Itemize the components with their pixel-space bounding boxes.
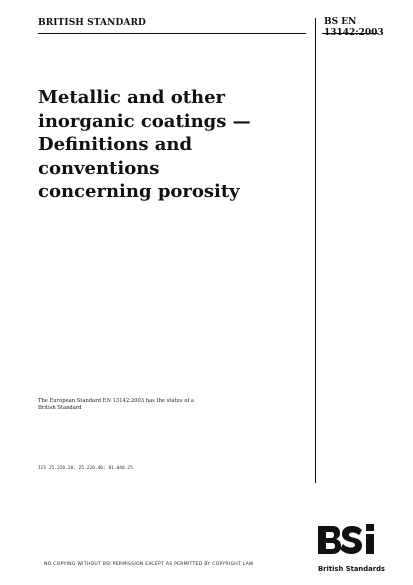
header-rule-right <box>322 33 378 34</box>
document-title <box>38 86 308 204</box>
status-statement <box>38 398 268 412</box>
title-line: concerning porosity <box>38 181 240 202</box>
logo-caption: British Standards <box>318 565 385 573</box>
status-line: The European Standard EN 13142:2003 has the status of a <box>38 398 194 404</box>
vertical-divider <box>315 18 316 483</box>
title-line: Metallic and other <box>38 87 226 108</box>
status-line: British Standard <box>38 405 82 411</box>
standard-code-line-1: BS EN <box>324 17 357 27</box>
copyright-notice: NO COPYING WITHOUT BSI PERMISSION EXCEPT AS PERMITTED BY COPYRIGHT LAW <box>44 562 254 567</box>
standard-code-line-2: 13142:2003 <box>324 28 384 38</box>
title-line: inorganic coatings — <box>38 110 251 132</box>
ics-code: ICS 25.220.20; 25.220.40; 01.040.25 <box>38 466 133 471</box>
standard-code <box>324 17 384 39</box>
header-rule-left <box>38 33 306 34</box>
title-line: Definitions and <box>38 134 193 155</box>
bsi-logo-icon <box>316 520 378 570</box>
title-line: conventions <box>38 157 160 179</box>
publisher-label: BRITISH STANDARD <box>38 18 146 28</box>
